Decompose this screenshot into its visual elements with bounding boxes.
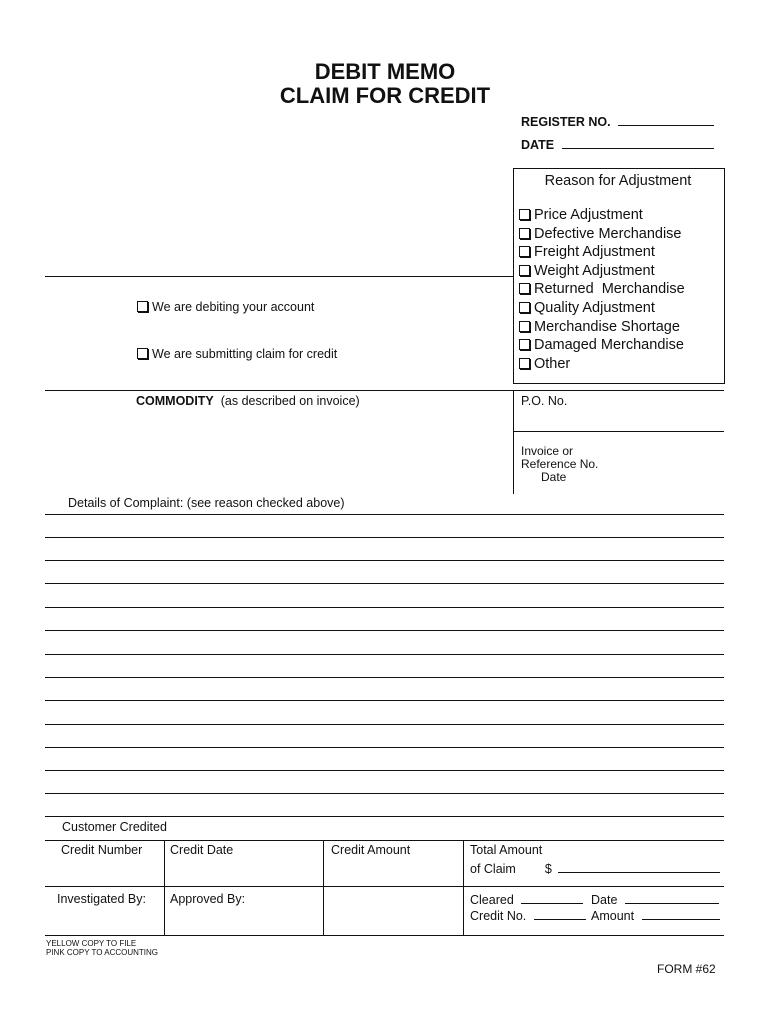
details-line[interactable] <box>45 630 724 631</box>
dollar-sign: $ <box>544 862 552 876</box>
commodity-divider <box>513 390 514 494</box>
checkbox-icon[interactable] <box>519 265 530 276</box>
credit-table-top <box>45 840 724 841</box>
invoice-label-2: Reference No. <box>521 457 599 471</box>
details-line[interactable] <box>45 724 724 725</box>
details-line[interactable] <box>45 607 724 608</box>
reason-item-defective[interactable]: Defective Merchandise <box>519 225 685 244</box>
form-title-line1: DEBIT MEMO <box>314 59 456 84</box>
checkbox-icon[interactable] <box>137 348 148 359</box>
amount-label: Amount <box>591 909 635 923</box>
register-no-field[interactable] <box>521 114 714 129</box>
address-divider <box>45 276 513 277</box>
total-amount-label: Total Amount <box>470 843 543 857</box>
commodity-top-rule <box>45 390 724 391</box>
commodity-label: COMMODITY (as described on invoice) <box>136 394 360 408</box>
po-number-rule <box>513 431 724 432</box>
reason-item-shortage[interactable]: Merchandise Shortage <box>519 318 685 337</box>
date-line[interactable] <box>562 137 714 149</box>
details-line[interactable] <box>45 816 724 817</box>
checkbox-icon[interactable] <box>519 209 530 220</box>
claim-amount-line[interactable] <box>558 861 720 873</box>
reason-list <box>519 206 685 373</box>
investigated-by-label: Investigated By: <box>57 892 146 906</box>
credit-date-label: Credit Date <box>170 843 234 857</box>
approved-by-label: Approved By: <box>170 892 246 906</box>
credit-no-field[interactable] <box>470 908 586 923</box>
reason-title: Reason for Adjustment <box>544 173 692 189</box>
invoice-label-1: Invoice or <box>521 444 574 458</box>
amount-field[interactable] <box>591 908 720 923</box>
credit-amount-label: Credit Amount <box>331 843 411 857</box>
checkbox-icon[interactable] <box>519 246 530 257</box>
credit-table-bottom <box>45 935 724 936</box>
details-line[interactable] <box>45 793 724 794</box>
credit-col-divider <box>323 840 324 935</box>
customer-credited-label: Customer Credited <box>62 820 167 834</box>
form-number: FORM #62 <box>657 962 716 976</box>
details-label: Details of Complaint: (see reason checked above) <box>68 496 345 510</box>
credit-col-divider <box>463 840 464 935</box>
cleared-label: Cleared <box>470 893 514 907</box>
reason-item-damaged[interactable]: Damaged Merchandise <box>519 336 685 355</box>
date-field[interactable] <box>521 137 714 152</box>
register-no-line[interactable] <box>618 114 714 126</box>
amount-line[interactable] <box>642 908 720 920</box>
checkbox-icon[interactable] <box>519 358 530 369</box>
date-label: DATE <box>521 138 555 152</box>
checkbox-icon[interactable] <box>519 302 530 313</box>
po-number-label: P.O. No. <box>521 394 568 408</box>
cleared-line[interactable] <box>521 892 583 904</box>
credit-no-label: Credit No. <box>470 909 527 923</box>
details-line[interactable] <box>45 654 724 655</box>
details-line[interactable] <box>45 514 724 515</box>
form-title-line2: CLAIM FOR CREDIT <box>279 83 491 108</box>
reason-item-other[interactable]: Other <box>519 355 685 374</box>
register-no-label: REGISTER NO. <box>521 115 611 129</box>
checkbox-icon[interactable] <box>519 339 530 350</box>
details-line[interactable] <box>45 700 724 701</box>
pink-copy-note: PINK COPY TO ACCOUNTING <box>46 948 159 957</box>
yellow-copy-note: YELLOW COPY TO FILE <box>46 939 137 948</box>
checkbox-icon[interactable] <box>137 301 148 312</box>
reason-item-returned[interactable]: Returned Merchandise <box>519 280 685 299</box>
checkbox-icon[interactable] <box>519 321 530 332</box>
cleared-field[interactable] <box>470 892 583 907</box>
of-claim-field[interactable] <box>470 861 720 876</box>
credit-row-divider <box>45 886 724 887</box>
details-line[interactable] <box>45 537 724 538</box>
reason-item-weight[interactable]: Weight Adjustment <box>519 262 685 281</box>
details-line[interactable] <box>45 583 724 584</box>
clear-date-line[interactable] <box>625 892 719 904</box>
details-line[interactable] <box>45 747 724 748</box>
clear-date-field[interactable] <box>591 892 719 907</box>
details-line[interactable] <box>45 560 724 561</box>
reason-item-freight[interactable]: Freight Adjustment <box>519 243 685 262</box>
details-line[interactable] <box>45 677 724 678</box>
checkbox-icon[interactable] <box>519 283 530 294</box>
details-line[interactable] <box>45 770 724 771</box>
credit-number-label: Credit Number <box>61 843 143 857</box>
checkbox-icon[interactable] <box>519 228 530 239</box>
credit-col-divider <box>164 840 165 935</box>
option-submitting[interactable]: We are submitting claim for credit <box>137 347 337 361</box>
credit-no-line[interactable] <box>534 908 586 920</box>
option-debiting[interactable]: We are debiting your account <box>137 300 314 314</box>
clear-date-label: Date <box>591 893 618 907</box>
reason-item-quality[interactable]: Quality Adjustment <box>519 299 685 318</box>
of-claim-label: of Claim <box>470 862 516 876</box>
invoice-label-3: Date <box>541 470 567 484</box>
reason-item-price[interactable]: Price Adjustment <box>519 206 685 225</box>
